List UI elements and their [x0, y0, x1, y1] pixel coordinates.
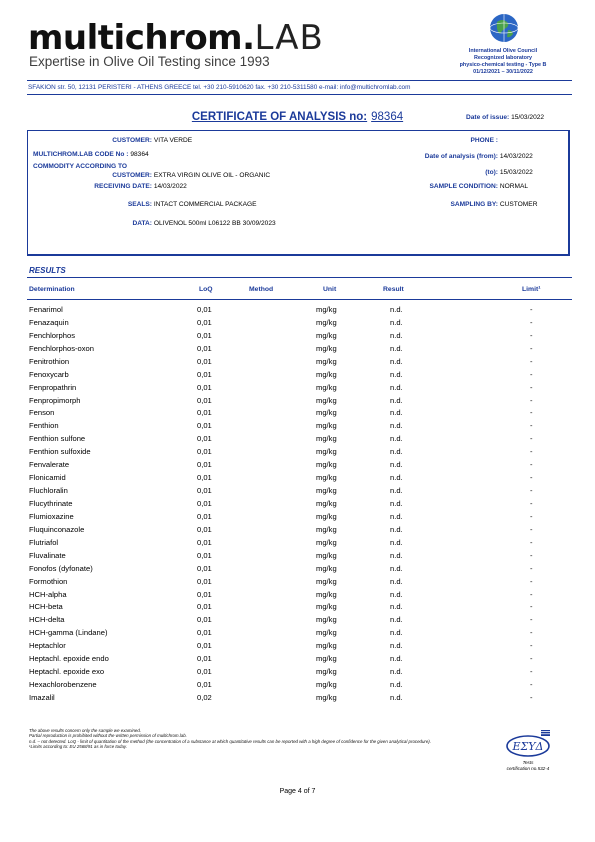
row-determination: Flucythrinate	[29, 498, 73, 508]
sampling-by-label: SAMPLING BY:	[450, 201, 498, 208]
row-determination: Formothion	[29, 576, 68, 586]
lab-code-label: MULTICHROM.LAB CODE No :	[33, 151, 129, 158]
table-row	[29, 538, 569, 551]
commodity-label-line1	[33, 163, 127, 171]
row-result: n.d.	[390, 654, 403, 664]
row-unit: mg/kg	[316, 421, 337, 431]
row-loq: 0,01	[197, 498, 212, 508]
row-unit: mg/kg	[316, 628, 337, 638]
commodity-label2: CUSTOMER:	[112, 172, 152, 179]
row-result: n.d.	[390, 356, 403, 366]
row-unit: mg/kg	[316, 395, 337, 405]
table-row	[29, 693, 569, 706]
row-loq: 0,01	[197, 408, 212, 418]
table-row	[29, 641, 569, 654]
row-limit: -	[530, 550, 533, 560]
table-row	[29, 473, 569, 486]
data-value: OLIVENOL 500ml L06122 BB 30/09/2023	[153, 220, 276, 227]
row-unit: mg/kg	[316, 447, 337, 457]
lab-code-value: 98364	[130, 151, 149, 158]
row-limit: -	[530, 615, 533, 625]
row-result: n.d.	[390, 305, 403, 314]
row-result: n.d.	[390, 498, 403, 508]
row-determination: Fluchloralin	[29, 486, 68, 495]
logo-lab-text: LAB	[254, 18, 324, 58]
row-loq: 0,01	[197, 421, 212, 431]
row-determination: Flumioxazine	[29, 511, 74, 521]
row-unit: mg/kg	[316, 460, 337, 470]
row-determination: Fenarimol	[29, 305, 63, 314]
row-unit: mg/kg	[316, 356, 337, 366]
ioc-line: Recognized laboratory	[473, 55, 533, 61]
row-unit: mg/kg	[316, 369, 337, 379]
commodity-field	[28, 172, 270, 180]
row-loq: 0,01	[197, 563, 212, 573]
footnote: Partial reproduction is prohibited without the written permission of multichrom.lab.	[29, 733, 187, 739]
row-limit: -	[530, 330, 533, 340]
row-unit: mg/kg	[316, 537, 337, 547]
row-limit: -	[530, 473, 533, 483]
company-address: SFAKION str. 50, 12131 PERISTERI - ATHENS GREECE tel. +30 210-5910620 fax. +30 210-5311580 e-mail: info@multichromlab.com	[28, 84, 411, 91]
receiving-date-label: RECEIVING DATE:	[94, 183, 152, 190]
row-limit: -	[530, 395, 533, 405]
ioc-line: 01/12/2021 – 30/11/2022	[473, 69, 533, 75]
row-determination: Fenthion sulfone	[29, 434, 86, 444]
company-logo	[28, 18, 324, 58]
row-result: n.d.	[390, 576, 403, 586]
row-limit: -	[530, 563, 533, 573]
row-determination: Fenpropimorph	[29, 395, 81, 405]
table-row	[29, 615, 569, 628]
table-row	[29, 460, 569, 473]
header-rule-bottom	[27, 94, 572, 95]
analysis-from-label: Date of analysis (from):	[424, 153, 498, 160]
esyd-caption-line2: certification no.532-4	[506, 765, 550, 771]
table-row	[29, 305, 569, 318]
row-result: n.d.	[390, 602, 403, 612]
row-result: n.d.	[390, 589, 403, 599]
row-loq: 0,01	[197, 524, 212, 534]
row-result: n.d.	[390, 330, 403, 340]
row-result: n.d.	[390, 434, 403, 444]
row-loq: 0,01	[197, 654, 212, 664]
row-result: n.d.	[390, 692, 403, 702]
analysis-from-field	[328, 153, 533, 161]
row-result: n.d.	[390, 447, 403, 457]
row-unit: mg/kg	[316, 408, 337, 418]
row-result: n.d.	[390, 408, 403, 418]
row-limit: -	[530, 692, 533, 702]
table-row	[29, 370, 569, 383]
row-limit: -	[530, 680, 533, 689]
row-determination: Heptachlor	[29, 641, 66, 651]
row-limit: -	[530, 602, 533, 612]
row-result: n.d.	[390, 524, 403, 534]
row-loq: 0,01	[197, 628, 212, 638]
row-unit: mg/kg	[316, 434, 337, 444]
table-row	[29, 383, 569, 396]
table-row	[29, 680, 569, 693]
row-unit: mg/kg	[316, 602, 337, 612]
row-loq: 0,01	[197, 317, 212, 327]
row-unit: mg/kg	[316, 382, 337, 392]
row-unit: mg/kg	[316, 692, 337, 702]
table-row	[29, 331, 569, 344]
row-limit: -	[530, 305, 533, 314]
row-loq: 0,01	[197, 576, 212, 586]
analysis-from-value: 14/03/2022	[499, 153, 533, 160]
esyd-logo-text: ΕΣΥΔ	[512, 740, 544, 753]
row-limit: -	[530, 576, 533, 586]
row-unit: mg/kg	[316, 305, 337, 314]
lab-code-field	[33, 151, 149, 159]
row-determination: Fluquinconazole	[29, 524, 85, 534]
row-determination: HCH-alpha	[29, 589, 67, 599]
row-limit: -	[530, 524, 533, 534]
row-limit: -	[530, 460, 533, 470]
page-number: Page 4 of 7	[279, 788, 316, 795]
footnote: n.d. – not detected. LoQ - limit of quantitation of the method (the concentration of a substance at which quantitative results can be reported with a high degree of confidence for the given analytical procedure).	[29, 738, 431, 744]
row-unit: mg/kg	[316, 511, 337, 521]
row-limit: -	[530, 628, 533, 638]
table-row	[29, 421, 569, 434]
row-loq: 0,01	[197, 680, 212, 689]
row-limit: -	[530, 369, 533, 379]
esyd-caption-line1: Tests	[522, 760, 534, 765]
row-result: n.d.	[390, 563, 403, 573]
row-unit: mg/kg	[316, 563, 337, 573]
analysis-to-label: (to):	[485, 169, 498, 176]
company-tagline: Expertise in Olive Oil Testing since 1993	[29, 54, 270, 69]
row-unit: mg/kg	[316, 524, 337, 534]
seals-field	[28, 201, 257, 209]
col-header-result: Result	[383, 286, 404, 293]
table-row	[29, 434, 569, 447]
row-loq: 0,01	[197, 395, 212, 405]
row-result: n.d.	[390, 641, 403, 651]
receiving-date-field	[28, 183, 187, 191]
table-row	[29, 667, 569, 680]
row-loq: 0,01	[197, 615, 212, 625]
row-determination: Fenson	[29, 408, 55, 418]
row-loq: 0,01	[197, 641, 212, 651]
row-determination: Hexachlorobenzene	[29, 680, 97, 689]
row-limit: -	[530, 434, 533, 444]
row-limit: -	[530, 589, 533, 599]
table-row	[29, 318, 569, 331]
row-determination: Flutriafol	[29, 537, 59, 547]
ioc-globe-icon	[488, 12, 520, 44]
table-row	[29, 577, 569, 590]
row-determination: Fluvalinate	[29, 550, 66, 560]
row-result: n.d.	[390, 511, 403, 521]
row-loq: 0,01	[197, 434, 212, 444]
esyd-accreditation-logo	[505, 730, 551, 758]
row-determination: Imazalil	[29, 692, 55, 702]
footnotes	[29, 728, 499, 750]
row-unit: mg/kg	[316, 343, 337, 353]
customer-label: CUSTOMER:	[112, 137, 152, 144]
row-unit: mg/kg	[316, 576, 337, 586]
table-row	[29, 357, 569, 370]
table-row	[29, 628, 569, 641]
row-determination: HCH-gamma (Lindane)	[29, 628, 108, 638]
row-limit: -	[530, 421, 533, 431]
row-determination: Fenthion sulfoxide	[29, 447, 91, 457]
row-unit: mg/kg	[316, 486, 337, 495]
row-result: n.d.	[390, 680, 403, 689]
row-result: n.d.	[390, 486, 403, 495]
row-determination: Heptachl. epoxide endo	[29, 654, 109, 664]
row-determination: Heptachl. epoxide exo	[29, 667, 105, 676]
table-row	[29, 396, 569, 409]
table-row	[29, 551, 569, 564]
row-determination: Fenazaquin	[29, 317, 69, 327]
row-result: n.d.	[390, 537, 403, 547]
row-limit: -	[530, 382, 533, 392]
data-label: DATA:	[132, 220, 152, 227]
row-unit: mg/kg	[316, 589, 337, 599]
sample-condition-value: NORMAL	[499, 183, 529, 190]
row-limit: -	[530, 537, 533, 547]
row-result: n.d.	[390, 628, 403, 638]
ioc-line: International Olive Council	[468, 48, 538, 54]
row-determination: Fenvalerate	[29, 460, 70, 470]
row-determination: Fonofos (dyfonate)	[29, 563, 93, 573]
footnote: The above results concern only the sample we examined.	[29, 728, 142, 733]
row-limit: -	[530, 447, 533, 457]
table-row	[29, 512, 569, 525]
col-header-determination: Determination	[29, 286, 75, 293]
row-result: n.d.	[390, 382, 403, 392]
table-row	[29, 344, 569, 357]
row-result: n.d.	[390, 317, 403, 327]
row-determination: Fenoxycarb	[29, 369, 69, 379]
row-limit: -	[530, 667, 533, 676]
certificate-number: 98364	[371, 111, 404, 123]
row-limit: -	[530, 641, 533, 651]
col-header-loq: LoQ	[199, 286, 213, 293]
row-limit: -	[530, 317, 533, 327]
row-determination: Flonicamid	[29, 473, 66, 483]
receiving-date-value: 14/03/2022	[153, 183, 187, 190]
issue-date-label: Date of issue:	[466, 114, 510, 121]
row-unit: mg/kg	[316, 317, 337, 327]
table-row	[29, 590, 569, 603]
data-field	[28, 220, 276, 228]
row-determination: Fenchlorphos	[29, 330, 76, 340]
row-loq: 0,01	[197, 305, 212, 314]
row-loq: 0,01	[197, 511, 212, 521]
row-determination: Fenitrothion	[29, 356, 70, 366]
table-row	[29, 408, 569, 421]
row-loq: 0,01	[197, 447, 212, 457]
commodity-value: EXTRA VIRGIN OLIVE OIL - ORGANIC	[153, 172, 271, 179]
row-loq: 0,01	[197, 460, 212, 470]
row-unit: mg/kg	[316, 330, 337, 340]
phone-label: PHONE :	[470, 137, 498, 144]
ioc-line: physico-chemical testing - Type B	[459, 62, 547, 68]
row-result: n.d.	[390, 395, 403, 405]
table-row	[29, 486, 569, 499]
row-result: n.d.	[390, 615, 403, 625]
results-heading: RESULTS	[29, 266, 66, 275]
row-unit: mg/kg	[316, 641, 337, 651]
issue-date	[466, 114, 544, 121]
table-row	[29, 499, 569, 512]
col-header-method: Method	[249, 286, 274, 293]
seals-value: INTACT COMMERCIAL PACKAGE	[153, 201, 257, 208]
row-determination: Fenpropathrin	[29, 382, 77, 392]
row-determination: Fenthion	[29, 421, 59, 431]
row-loq: 0,01	[197, 343, 212, 353]
row-determination: HCH-delta	[29, 615, 65, 625]
row-result: n.d.	[390, 460, 403, 470]
row-determination: Fenchlorphos-oxon	[29, 343, 95, 353]
certificate-title-text: CERTIFICATE OF ANALYSIS no:	[191, 111, 368, 123]
row-unit: mg/kg	[316, 667, 337, 676]
table-row	[29, 602, 569, 615]
row-result: n.d.	[390, 369, 403, 379]
row-unit: mg/kg	[316, 498, 337, 508]
row-loq: 0,01	[197, 356, 212, 366]
analysis-to-value: 15/03/2022	[499, 169, 533, 176]
results-rule-header	[27, 299, 572, 300]
table-row	[29, 447, 569, 460]
phone-field	[328, 137, 498, 145]
table-row	[29, 654, 569, 667]
row-limit: -	[530, 498, 533, 508]
row-loq: 0,01	[197, 589, 212, 599]
sample-condition-label: SAMPLE CONDITION:	[429, 183, 498, 190]
logo-main-text: multichrom.	[28, 18, 255, 58]
row-determination: HCH-beta	[29, 602, 63, 612]
seals-label: SEALS:	[127, 201, 152, 208]
row-limit: -	[530, 408, 533, 418]
row-limit: -	[530, 654, 533, 664]
row-loq: 0,01	[197, 486, 212, 495]
row-limit: -	[530, 511, 533, 521]
row-result: n.d.	[390, 473, 403, 483]
row-result: n.d.	[390, 421, 403, 431]
row-loq: 0,01	[197, 667, 212, 676]
footnote: ¹Limits according to: EU 2568/91 as in force today.	[29, 744, 128, 750]
row-result: n.d.	[390, 343, 403, 353]
issue-date-value: 15/03/2022	[511, 114, 545, 121]
row-unit: mg/kg	[316, 615, 337, 625]
row-limit: -	[530, 356, 533, 366]
col-header-limit: Limit¹	[522, 286, 541, 293]
row-loq: 0,01	[197, 550, 212, 560]
customer-value: VITA VERDE	[153, 137, 193, 144]
row-result: n.d.	[390, 667, 403, 676]
row-loq: 0,01	[197, 537, 212, 547]
row-loq: 0,02	[197, 692, 212, 702]
row-loq: 0,01	[197, 330, 212, 340]
table-row	[29, 525, 569, 538]
row-limit: -	[530, 343, 533, 353]
commodity-label1: COMMODITY ACCORDING TO	[33, 163, 128, 170]
sample-info-box	[27, 130, 570, 256]
header-rule-top	[27, 80, 572, 81]
customer-field	[28, 137, 192, 145]
sample-condition-field	[328, 183, 528, 191]
row-loq: 0,01	[197, 382, 212, 392]
col-header-unit: Unit	[323, 286, 337, 293]
ioc-recognition	[438, 48, 568, 76]
results-rule-top	[27, 277, 572, 278]
row-result: n.d.	[390, 550, 403, 560]
row-unit: mg/kg	[316, 680, 337, 689]
esyd-caption	[496, 760, 560, 771]
row-loq: 0,01	[197, 473, 212, 483]
row-unit: mg/kg	[316, 654, 337, 664]
row-loq: 0,01	[197, 602, 212, 612]
row-loq: 0,01	[197, 369, 212, 379]
sampling-by-value: CUSTOMER	[499, 201, 538, 208]
row-limit: -	[530, 486, 533, 495]
analysis-to-field	[328, 169, 533, 177]
sampling-by-field	[328, 201, 537, 209]
row-unit: mg/kg	[316, 550, 337, 560]
row-unit: mg/kg	[316, 473, 337, 483]
table-row	[29, 564, 569, 577]
